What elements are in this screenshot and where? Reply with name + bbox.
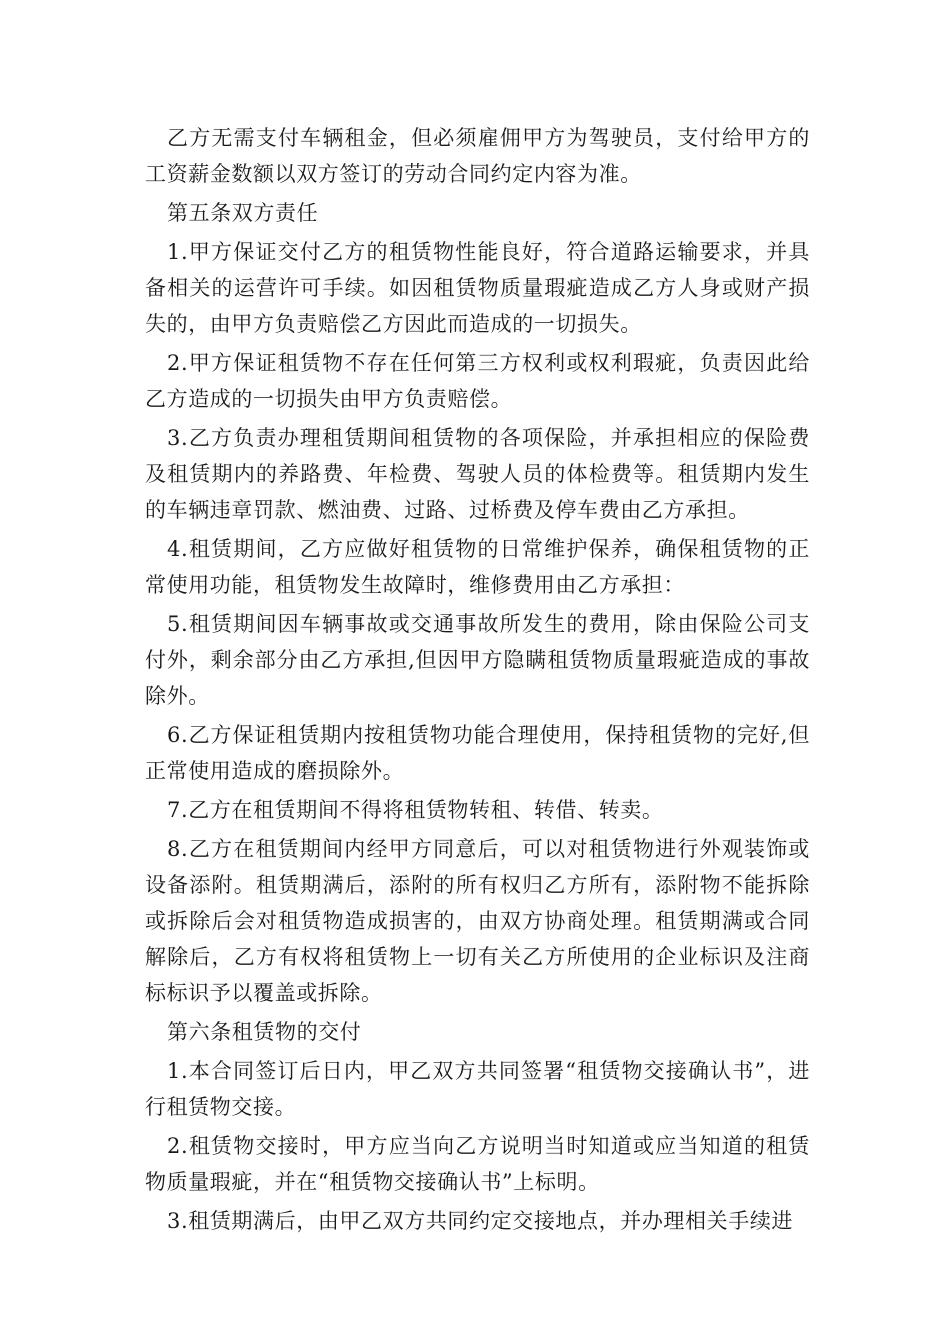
clause-6-3: 3.租赁期满后，由甲乙双方共同约定交接地点，并办理相关手续进 xyxy=(167,1209,794,1233)
paragraph-wage-terms: 乙方无需支付车辆租金，但必须雇佣甲方为驾驶员，支付给甲方的工资薪金数额以双方签订的劳动合同约定内容为准。 xyxy=(145,126,810,186)
clause-5-2: 2.甲方保证租赁物不存在任何第三方权利或权利瑕疵，负责因此给乙方造成的一切损失由甲方负责赔偿。 xyxy=(145,351,810,411)
clause-5-8: 8.乙方在租赁期间内经甲方同意后，可以对租赁物进行外观装饰或设备添附。租赁期满后，添附的所有权归乙方所有，添附物不能拆除或拆除后会对租赁物造成损害的，由双方协商处理。租赁期满或合同解除后，乙方有权将租赁物上一切有关乙方所使用的企业标识及注商标标识予以覆盖或拆除。 xyxy=(145,837,810,1005)
clause-5-3: 3.乙方负责办理租赁期间租赁物的各项保险，并承担相应的保险费及租赁期内的养路费、年检费、驾驶人员的体检费等。租赁期内发生的车辆违章罚款、燃油费、过路、过桥费及停车费由乙方承担。 xyxy=(145,426,810,522)
clause-5-7: 7.乙方在租赁期间不得将租赁物转租、转借、转卖。 xyxy=(167,798,664,822)
section-heading-article-5: 第五条双方责任 xyxy=(167,201,319,225)
section-heading-article-6: 第六条租赁物的交付 xyxy=(167,1020,362,1044)
clause-5-5: 5.租赁期间因车辆事故或交通事故所发生的费用，除由保险公司支付外，剩余部分由乙方承担,但因甲方隐瞒租赁物质量瑕疵造成的事故除外。 xyxy=(145,612,810,708)
clause-5-6: 6.乙方保证租赁期内按租赁物功能合理使用，保持租赁物的完好,但正常使用造成的磨损除外。 xyxy=(145,723,810,783)
clause-5-1: 1.甲方保证交付乙方的租赁物性能良好，符合道路运输要求，并具备相关的运营许可手续。如因租赁物质量瑕疵造成乙方人身或财产损失的，由甲方负责赔偿乙方因此而造成的一切损失。 xyxy=(145,240,810,336)
document-body xyxy=(145,120,810,1242)
clause-5-4: 4.租赁期间，乙方应做好租赁物的日常维护保养，确保租赁物的正常使用功能，租赁物发生故障时，维修费用由乙方承担： xyxy=(145,537,810,597)
clause-6-2: 2.租赁物交接时，甲方应当向乙方说明当时知道或应当知道的租赁物质量瑕疵，并在“租赁物交接确认书”上标明。 xyxy=(145,1134,810,1194)
clause-6-1: 1.本合同签订后日内，甲乙双方共同签署“租赁物交接确认书”，进行租赁物交接。 xyxy=(145,1059,810,1119)
